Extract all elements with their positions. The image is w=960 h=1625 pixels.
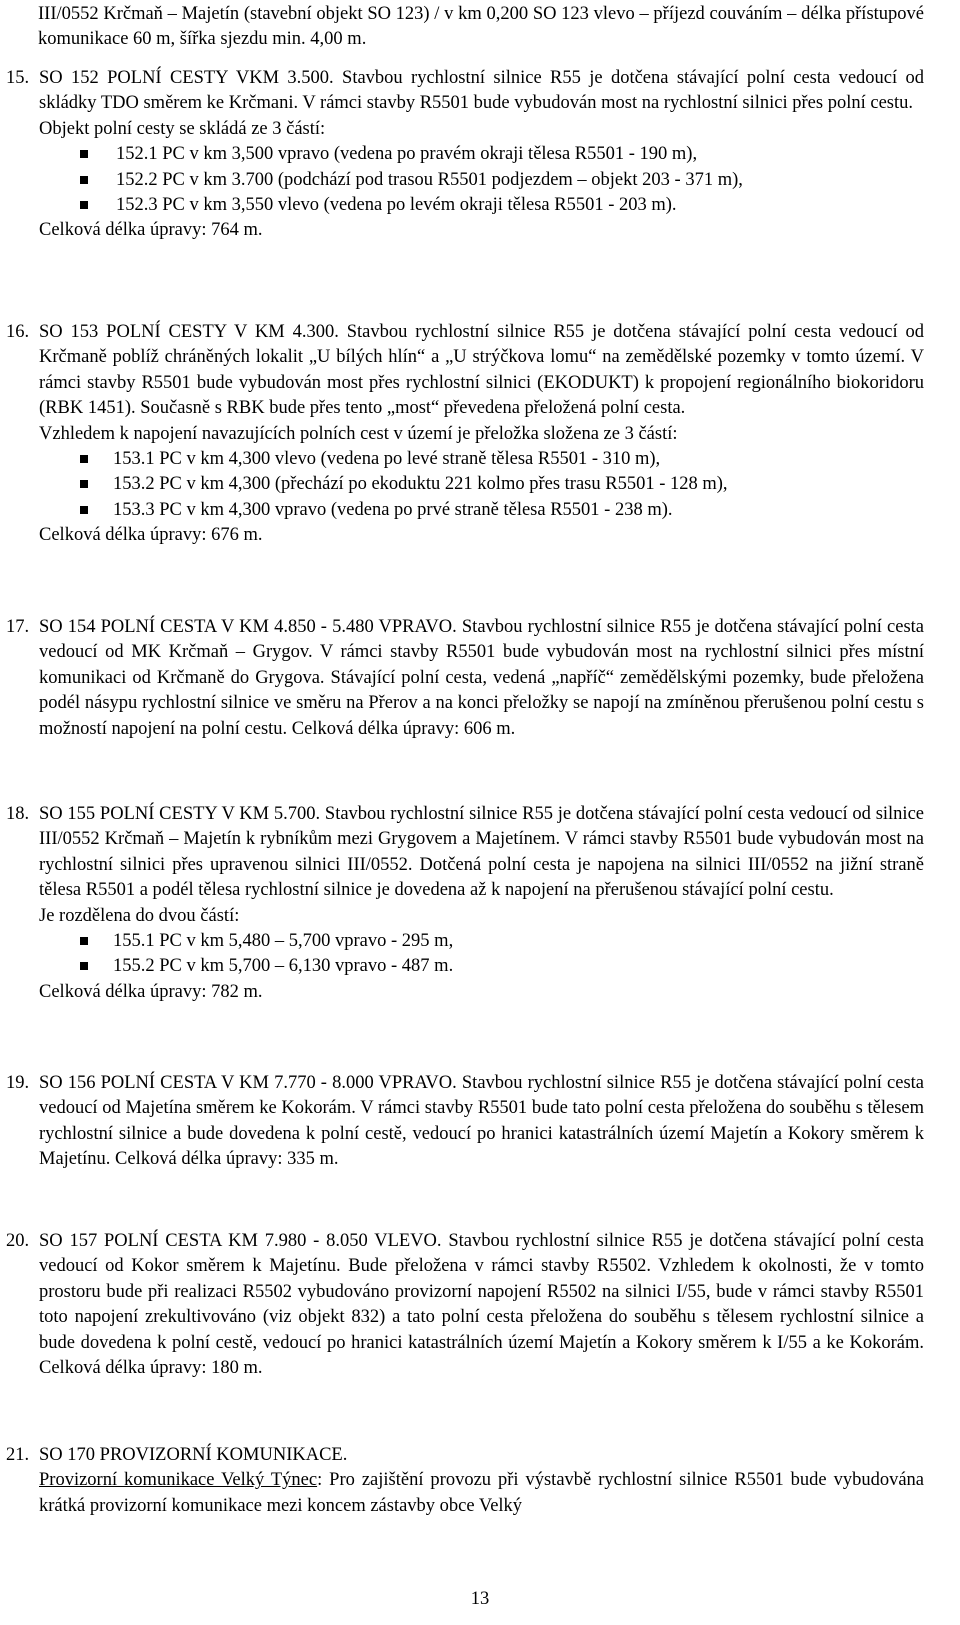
list-item-17: [0, 615, 930, 742]
item-text: SO 154 POLNÍ CESTA V KM 4.850 - 5.480 VPRAVO. Stavbou rychlostní silnice R55 je dotčena stávající polní cesta vedoucí od MK Krčmaň – Grygov. V rámci stavby R5501 bude vybudován most na rychlostní silnici přes místní komunikaci od Krčmaně do Grygova. Stávající polní cesta, vedená „napříč“ zemědělskými pozemky, bude přeložena podél násypu rychlostní silnice ve směru na Přerov a na konci přeložky se napojí na zmíněnou přerušenou polní cestu s možností napojení na polní cestu. Celková délka úpravy: 606 m.: [39, 617, 924, 739]
list-item-19: [0, 1071, 930, 1173]
bullet-item: 153.1 PC v km 4,300 vlevo (vedena po levé straně tělesa R5501 - 310 m),: [39, 447, 924, 472]
list-item-16: [0, 320, 930, 549]
item-text: [39, 1468, 924, 1519]
bullet-item: 152.3 PC v km 3,550 vlevo (vedena po levém okraji tělesa R5501 - 203 m).: [39, 193, 924, 218]
item-heading: SO 170 PROVIZORNÍ KOMUNIKACE.: [39, 1445, 348, 1465]
item-text: SO 157 POLNÍ CESTA KM 7.980 - 8.050 VLEVO. Stavbou rychlostní silnice R55 je dotčena stávající polní cesta vedoucí od Kokor směrem k Majetínu. Bude přeložena v rámci stavby R5502. Vzhledem k okolnosti, že v tomto prostoru bude při realizaci R5502 vybudováno provizorní napojení R5502 na silnici I/55, bude v rámci stavby R5501 toto napojení zrekultivováno (viz objekt 832) a tato polní cesta přeložena do souběhu s tělesem rychlostní silnice a bude dovedena k polní cestě, vedoucí po hranici katastrálních území Majetín a Kokory směrem k I/55 a ke Kokorám. Celková délka úpravy: 180 m.: [39, 1231, 924, 1379]
bullet-item: 155.1 PC v km 5,480 – 5,700 vpravo - 295 m,: [39, 929, 924, 954]
item-text: SO 155 POLNÍ CESTY V KM 5.700. Stavbou rychlostní silnice R55 je dotčena stávající polní cesta vedoucí od silnice III/0552 Krčmaň – Majetín k rybníkům mezi Grygovem a Majetínem. V rámci stavby R5501 bude vybudován most na rychlostní silnici přes upravenou silnici III/0552. Dotčená polní cesta je napojena na silnici III/0552 na jižní straně tělesa R5501 a podél tělesa rychlostní silnice je dovedena až k napojení na přerušenou stávající polní cestu.: [39, 804, 924, 901]
item-number: 16.: [6, 322, 30, 342]
subsection-label: Provizorní komunikace Velký Týnec: [39, 1470, 318, 1491]
bullet-item: 152.1 PC v km 3,500 vpravo (vedena po pravém okraji tělesa R5501 - 190 m),: [39, 142, 924, 167]
item-total: Celková délka úpravy: 676 m.: [39, 525, 263, 546]
list-item-15: [0, 66, 930, 244]
bullet-item: 152.2 PC v km 3.700 (podchází pod trasou R5501 podjezdem – objekt 203 - 371 m),: [39, 168, 924, 193]
item-text: SO 156 POLNÍ CESTA V KM 7.770 - 8.000 VPRAVO. Stavbou rychlostní silnice R55 je dotčena stávající polní cesta vedoucí od Majetína směrem ke Kokorám. V rámci stavby R5501 bude tato polní cesta přeložena do souběhu s tělesem rychlostní silnice a bude dovedena k polní cestě, vedoucí po hranici katastrálních území Majetín a Kokory směrem k Majetínu. Celková délka úpravy: 335 m.: [39, 1073, 924, 1170]
item-lead: Je rozdělena do dvou částí:: [39, 905, 240, 926]
item-number: 21.: [6, 1445, 30, 1465]
item-total: Celková délka úpravy: 764 m.: [39, 220, 263, 241]
item-number: 17.: [6, 617, 30, 637]
item-number: 18.: [6, 804, 30, 824]
item-total: Celková délka úpravy: 782 m.: [39, 981, 263, 1002]
item-number: 20.: [6, 1231, 30, 1251]
subsection-text: : Pro zajištění provozu při výstavbě rychlostní silnice R5501 bude vybudována krátká provizorní komunikace mezi koncem zástavby obce Velký: [39, 1470, 924, 1516]
bullet-list: [39, 447, 924, 523]
item-number: 15.: [6, 68, 30, 88]
list-item-20: [0, 1229, 930, 1381]
item-text: SO 152 POLNÍ CESTY VKM 3.500. Stavbou rychlostní silnice R55 je dotčena stávající polní cesta vedoucí od skládky TDO směrem ke Krčmani. V rámci stavby R5501 bude vybudován most na rychlostní silnici přes polní cestu.: [39, 68, 924, 114]
list-item-18: [0, 802, 930, 1005]
item-lead: Objekt polní cesty se skládá ze 3 částí:: [39, 118, 326, 139]
bullet-list: [39, 142, 924, 218]
intro-paragraph: III/0552 Krčmaň – Majetín (stavební objekt SO 123) / v km 0,200 SO 123 vlevo – příjezd couváním – délka přístupové komunikace 60 m, šířka sjezdu min. 4,00 m.: [38, 4, 924, 50]
item-lead: Vzhledem k napojení navazujících polních cest v území je přeložka složena ze 3 částí:: [39, 423, 678, 444]
item-number: 19.: [6, 1073, 30, 1093]
bullet-item: 155.2 PC v km 5,700 – 6,130 vpravo - 487 m.: [39, 954, 924, 979]
bullet-item: 153.3 PC v km 4,300 vpravo (vedena po prvé straně tělesa R5501 - 238 m).: [39, 498, 924, 523]
list-item-21: [0, 1443, 930, 1519]
bullet-list: [39, 929, 924, 980]
bullet-item: 153.2 PC v km 4,300 (přechází po ekoduktu 221 kolmo přes trasu R5501 - 128 m),: [39, 472, 924, 497]
item-text: SO 153 POLNÍ CESTY V KM 4.300. Stavbou rychlostní silnice R55 je dotčena stávající polní cesta vedoucí od Krčmaně poblíž chráněných lokalit „U bílých hlín“ a „U strýčkova lomu“ na zemědělské pozemky v tomto území. V rámci stavby R5501 bude vybudován most přes rychlostní silnici (EKODUKT) k propojení regionálního biokoridoru (RBK 1451). Současně s RBK bude přes tento „most“ převedena přeložená polní cesta.: [39, 322, 924, 419]
page-number: 13: [470, 1589, 490, 1609]
